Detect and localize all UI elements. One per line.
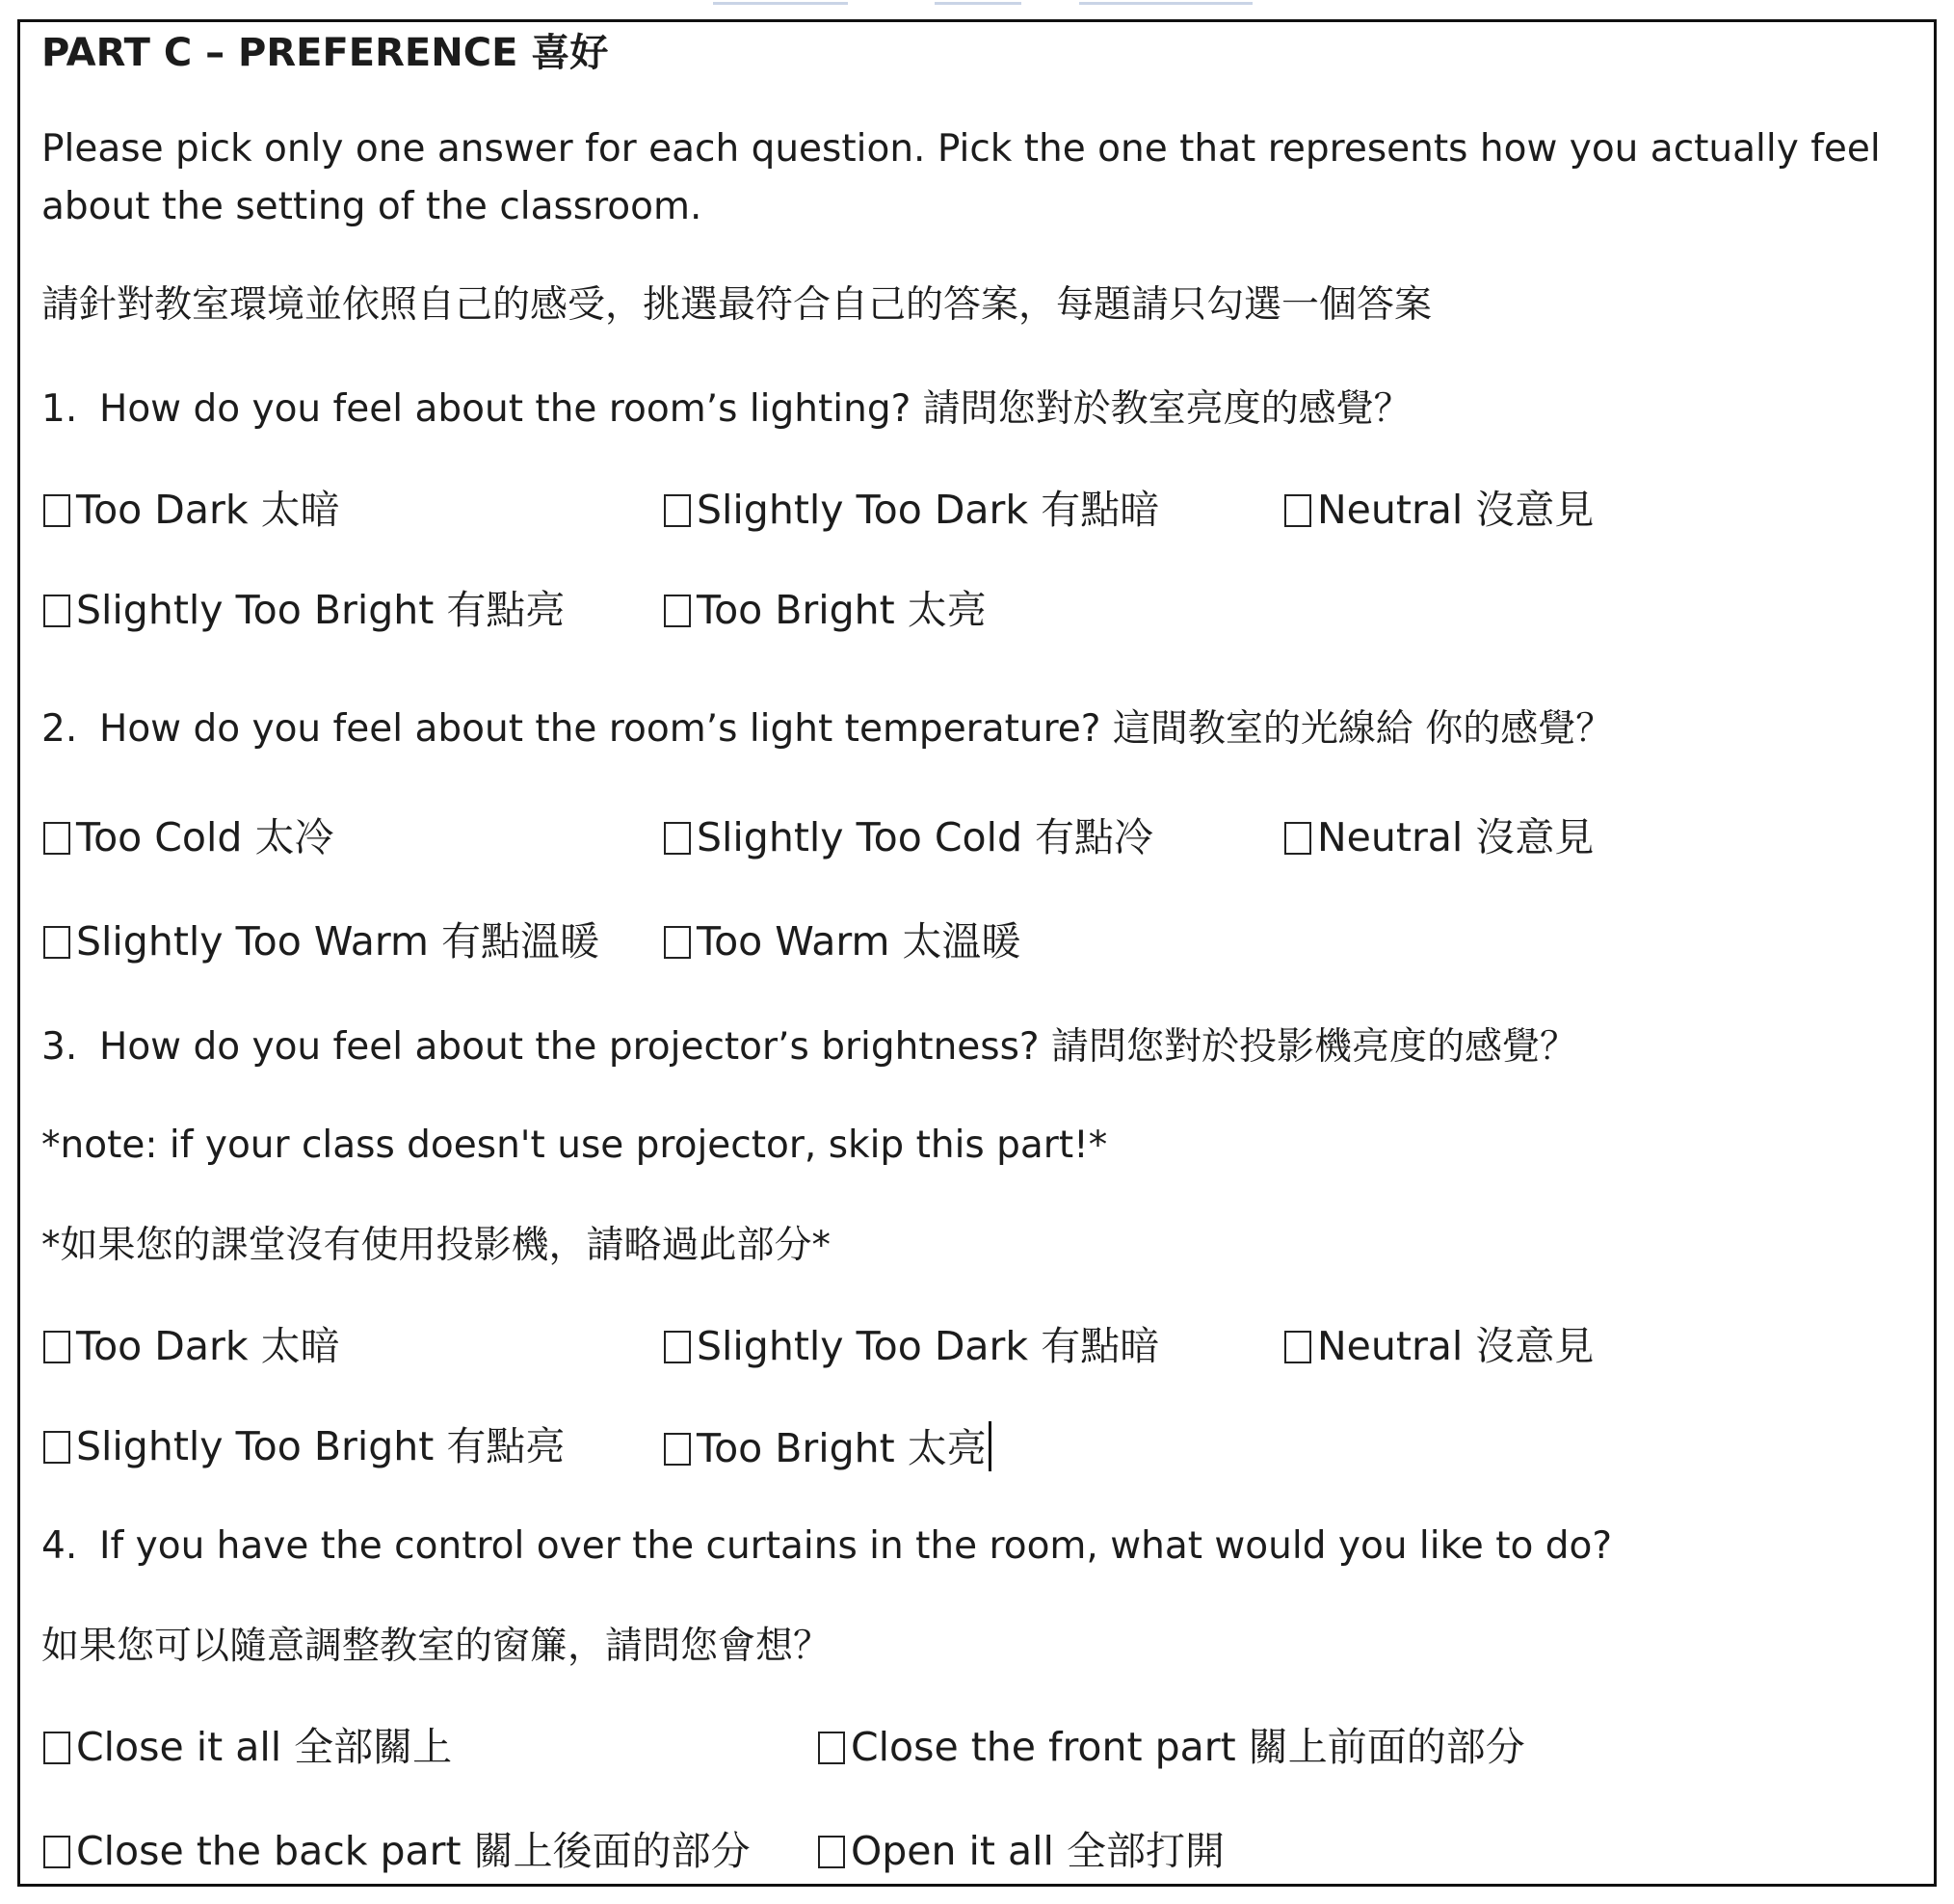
checkbox-icon[interactable] [1284,822,1311,855]
checkbox-icon[interactable] [43,595,70,627]
q2-option-slightly-too-cold[interactable]: Slightly Too Cold 有點冷 [664,812,1153,862]
question-3 [41,1022,1577,1072]
q2-option-too-cold[interactable]: Too Cold 太冷 [43,812,333,862]
checkbox-icon[interactable] [1284,494,1311,527]
checkbox-icon[interactable] [43,1836,70,1868]
checkbox-icon[interactable] [43,926,70,959]
question-3-note-en: *note: if your class doesn't use projector, skip this part!* [41,1124,1108,1167]
q3-option-too-bright[interactable]: Too Bright 太亮 [664,1421,991,1473]
question-4-text-zh: 如果您可以隨意調整教室的窗簾，請問您會想？ [41,1625,832,1668]
q4-option-close-all[interactable]: Close it all 全部關上 [43,1722,452,1772]
q4-option-open-all[interactable]: Open it all 全部打開 [818,1826,1225,1876]
instruction-en-line-1: Please pick only one answer for each question. Pick the one that represents how you actually feel [41,127,1881,171]
q4-option-close-back[interactable]: Close the back part 關上後面的部分 [43,1826,751,1876]
checkbox-icon[interactable] [1284,1331,1311,1363]
checkbox-icon[interactable] [818,1732,845,1764]
q2-option-too-warm[interactable]: Too Warm 太溫暖 [664,916,1020,966]
instruction-zh: 請針對教室環境並依照自己的感受，挑選最符合自己的答案，每題請只勾選一個答案 [41,283,1433,327]
question-4-text: If you have the control over the curtains in the room, what would you like to do? [99,1524,1613,1568]
q3-option-slightly-too-dark[interactable]: Slightly Too Dark 有點暗 [664,1321,1159,1371]
questionnaire-frame [17,19,1937,1887]
q1-option-slightly-too-dark[interactable]: Slightly Too Dark 有點暗 [664,485,1159,535]
checkbox-icon[interactable] [664,1331,691,1363]
checkbox-icon[interactable] [818,1836,845,1868]
question-2-text: How do you feel about the room’s light temperature? 這間教室的光線給 你的感覺？ [99,707,1614,751]
checkbox-icon[interactable] [664,494,691,527]
checkbox-icon[interactable] [664,822,691,855]
checkbox-icon[interactable] [43,1732,70,1764]
q1-option-too-bright[interactable]: Too Bright 太亮 [664,585,987,635]
q2-option-slightly-too-warm[interactable]: Slightly Too Warm 有點溫暖 [43,916,599,966]
question-1-number: 1. [41,387,78,431]
question-4-number: 4. [41,1524,78,1568]
question-3-text: How do you feel about the projector’s brightness? 請問您對於投影機亮度的感覺？ [99,1025,1578,1069]
question-1-text: How do you feel about the room’s lighting? 請問您對於教室亮度的感覺？ [99,387,1412,431]
q1-option-too-dark[interactable]: Too Dark 太暗 [43,485,340,535]
q1-option-neutral[interactable]: Neutral 沒意見 [1284,485,1594,535]
q1-option-slightly-too-bright[interactable]: Slightly Too Bright 有點亮 [43,585,565,635]
q3-option-neutral[interactable]: Neutral 沒意見 [1284,1321,1594,1371]
checkbox-icon[interactable] [43,1331,70,1363]
q3-option-too-dark[interactable]: Too Dark 太暗 [43,1321,340,1371]
question-3-note-zh: *如果您的課堂沒有使用投影機，請略過此部分* [41,1224,832,1267]
q2-option-neutral[interactable]: Neutral 沒意見 [1284,812,1594,862]
top-edge-marks [713,0,1253,10]
question-3-number: 3. [41,1025,78,1069]
checkbox-icon[interactable] [664,595,691,627]
checkbox-icon[interactable] [43,822,70,855]
checkbox-icon[interactable] [664,926,691,959]
checkbox-icon[interactable] [43,1431,70,1464]
question-4 [41,1521,1612,1572]
q4-option-close-front[interactable]: Close the front part 關上前面的部分 [818,1722,1525,1772]
question-1 [41,384,1412,435]
q3-option-slightly-too-bright[interactable]: Slightly Too Bright 有點亮 [43,1421,565,1471]
question-2-number: 2. [41,707,78,751]
checkbox-icon[interactable] [664,1433,691,1466]
section-title: PART C – PREFERENCE 喜好 [41,31,609,75]
checkbox-icon[interactable] [43,494,70,527]
text-cursor [989,1421,991,1471]
question-2 [41,704,1613,754]
instruction-en-line-2: about the setting of the classroom. [41,185,702,228]
